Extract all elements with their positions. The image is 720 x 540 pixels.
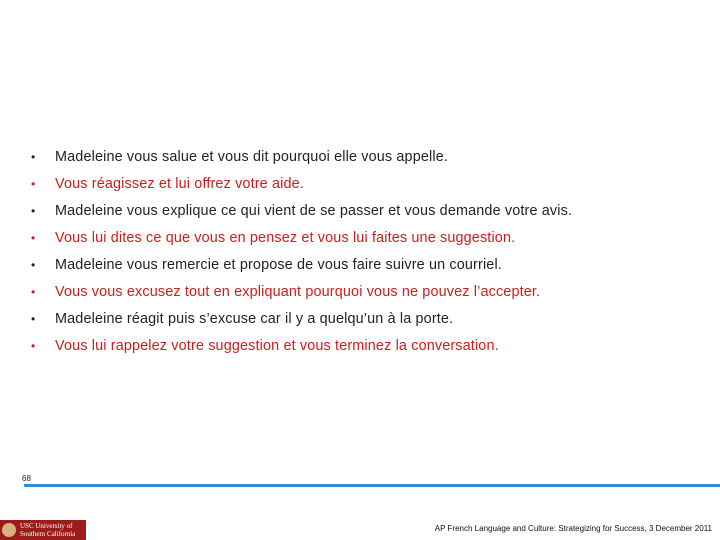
logo-wordmark xyxy=(20,522,75,538)
page-number: 68 xyxy=(22,474,31,483)
bullet-text: Madeleine vous salue et vous dit pourquoi elle vous appelle. xyxy=(55,149,449,165)
bullet-text: Vous lui rappelez votre suggestion et vous terminez la conversation. xyxy=(55,338,499,354)
bullet-item xyxy=(31,308,572,335)
bullet-text: Vous lui dites ce que vous en pensez et vous lui faites une suggestion. xyxy=(55,230,516,246)
bullet-dot: • xyxy=(31,312,36,326)
footer-divider xyxy=(24,484,720,487)
bullet-dot: • xyxy=(31,150,36,164)
seal-icon xyxy=(2,523,16,537)
bullet-item xyxy=(31,254,572,281)
logo-line1: USC University of xyxy=(20,522,73,530)
bullet-item xyxy=(31,146,572,173)
bullet-item xyxy=(31,173,572,200)
logo-line2: Southern California xyxy=(20,530,76,538)
bullet-item xyxy=(31,227,572,254)
bullet-item xyxy=(31,335,572,362)
bullet-item xyxy=(31,200,572,227)
bullet-dot: • xyxy=(31,258,36,272)
bullet-text: Madeleine vous remercie et propose de vous faire suivre un courriel. xyxy=(55,257,502,273)
usc-logo xyxy=(0,520,86,540)
bullet-list xyxy=(31,146,572,362)
bullet-dot: • xyxy=(31,177,36,191)
bullet-item xyxy=(31,281,572,308)
bullet-text: Madeleine vous explique ce qui vient de se passer et vous demande votre avis. xyxy=(55,203,573,219)
bullet-text: Vous réagissez et lui offrez votre aide. xyxy=(55,176,304,192)
bullet-text: Vous vous excusez tout en expliquant pourquoi vous ne pouvez l’accepter. xyxy=(55,284,541,300)
bullet-text: Madeleine réagit puis s’excuse car il y a quelqu’un à la porte. xyxy=(55,311,454,327)
bullet-dot: • xyxy=(31,231,36,245)
bullet-dot: • xyxy=(31,339,36,353)
bullet-dot: • xyxy=(31,285,36,299)
footer-caption: AP French Language and Culture: Strategizing for Success, 3 December 2011 xyxy=(434,524,712,533)
bullet-dot: • xyxy=(31,204,36,218)
